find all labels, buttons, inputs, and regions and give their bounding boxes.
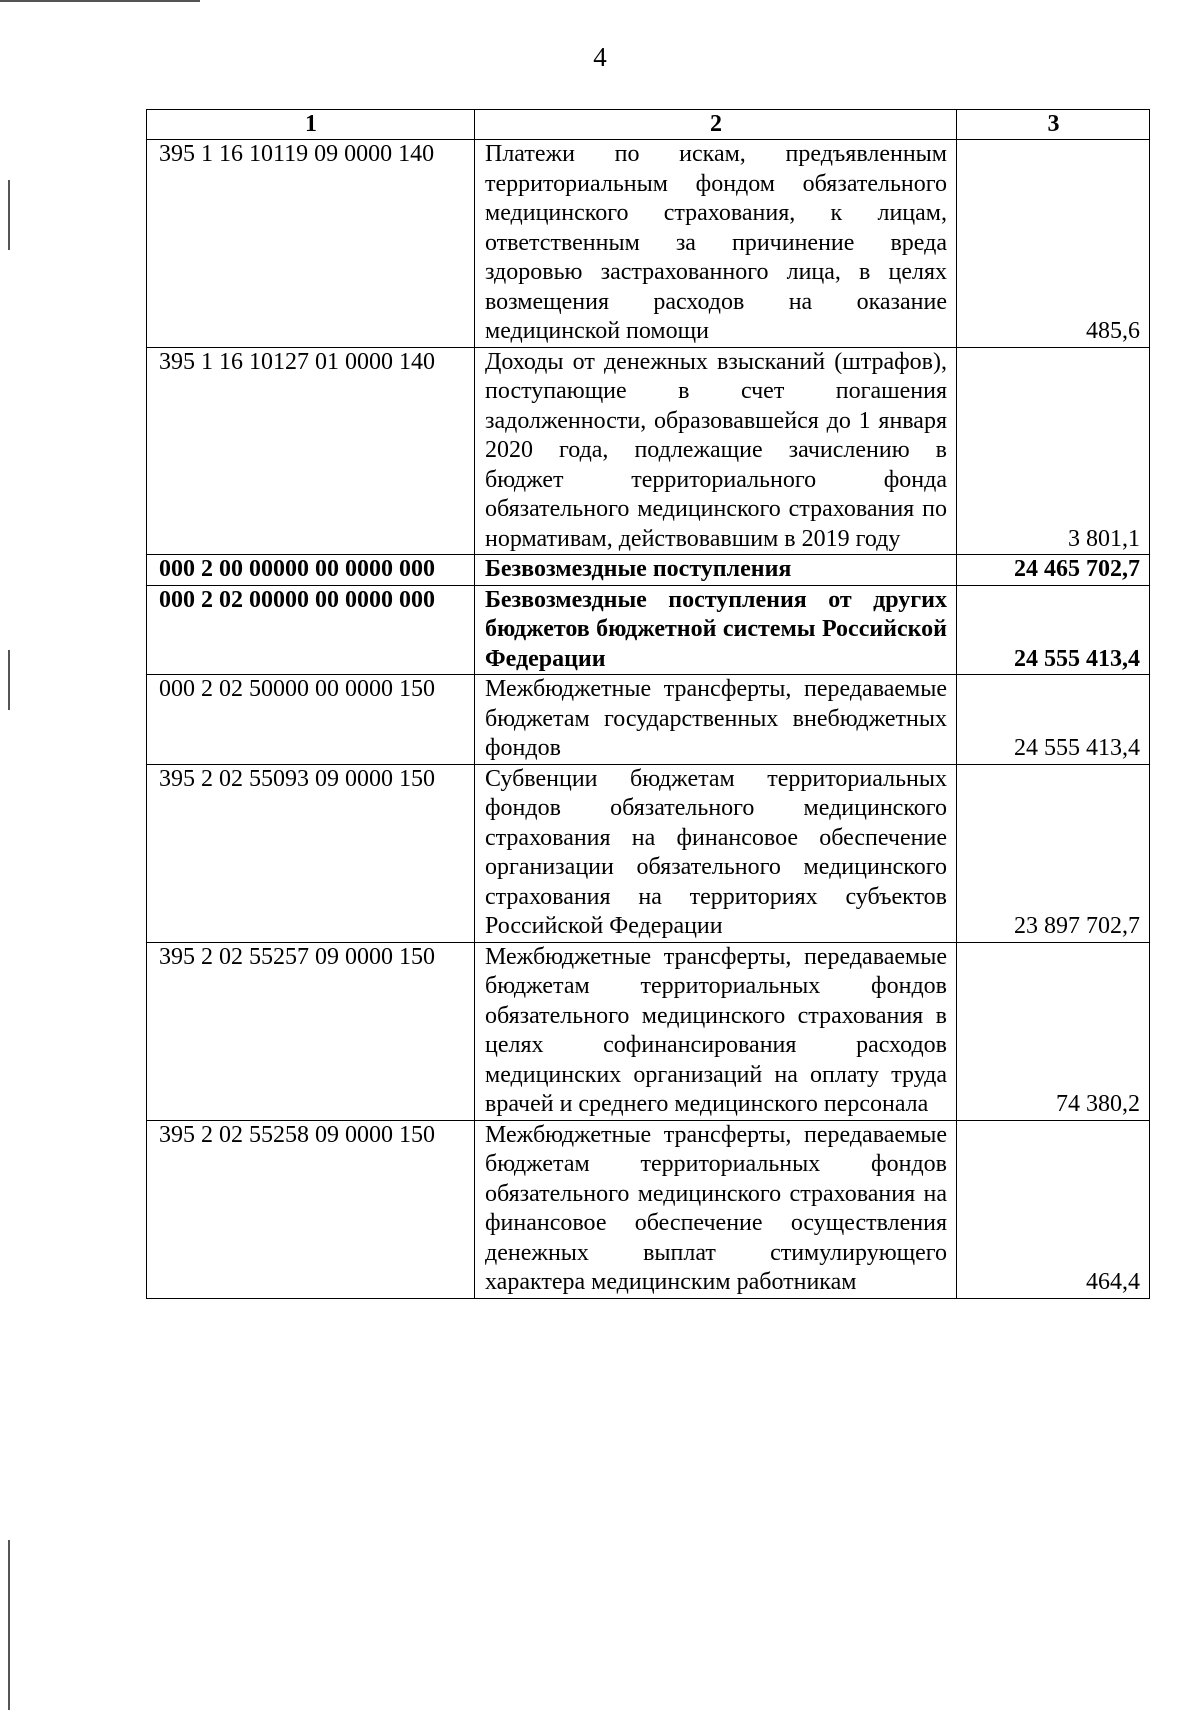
amount-cell: 24 465 702,7	[957, 555, 1150, 586]
table-row	[147, 140, 1150, 348]
amount-cell: 24 555 413,4	[957, 585, 1150, 675]
amount-cell: 74 380,2	[957, 942, 1150, 1120]
table-row	[147, 347, 1150, 555]
column-header-1: 1	[147, 110, 475, 140]
column-header-2: 2	[475, 110, 957, 140]
scan-edge-left	[8, 1540, 10, 1710]
table-row	[147, 764, 1150, 942]
budget-code-cell: 000 2 00 00000 00 0000 000	[147, 555, 475, 586]
table-row-subtotal	[147, 555, 1150, 586]
amount-cell: 23 897 702,7	[957, 764, 1150, 942]
budget-code-cell: 000 2 02 00000 00 0000 000	[147, 585, 475, 675]
amount-cell: 24 555 413,4	[957, 675, 1150, 765]
page-number: 4	[593, 42, 607, 72]
budget-code-cell: 395 2 02 55258 09 0000 150	[147, 1120, 475, 1298]
revenue-name-cell: Межбюджетные трансферты, передаваемые бюджетам территориальных фондов обязательного медицинского страхования на финансовое обеспечение осуществления денежных выплат стимулирующего характера медицинским работникам	[475, 1120, 957, 1298]
revenue-name-cell: Безвозмездные поступления от других бюджетов бюджетной системы Российской Федерации	[475, 585, 957, 675]
budget-code-cell: 395 1 16 10119 09 0000 140	[147, 140, 475, 348]
scan-edge-left	[8, 180, 10, 250]
revenue-name-cell: Безвозмездные поступления	[475, 555, 957, 586]
column-header-3: 3	[957, 110, 1150, 140]
table-row	[147, 675, 1150, 765]
amount-cell: 485,6	[957, 140, 1150, 348]
revenue-name-cell: Субвенции бюджетам территориальных фондов обязательного медицинского страхования на финансовое обеспечение организации обязательного медицинского страхования на территориях субъектов Российской Федерации	[475, 764, 957, 942]
scan-edge-top	[0, 0, 200, 2]
revenue-name-cell: Межбюджетные трансферты, передаваемые бюджетам государственных внебюджетных фондов	[475, 675, 957, 765]
table-row	[147, 1120, 1150, 1298]
budget-code-cell: 395 2 02 55257 09 0000 150	[147, 942, 475, 1120]
table-row	[147, 942, 1150, 1120]
scan-edge-left	[8, 650, 10, 710]
budget-code-cell: 395 1 16 10127 01 0000 140	[147, 347, 475, 555]
table-row-subtotal	[147, 585, 1150, 675]
table-header-row	[147, 110, 1150, 140]
revenue-name-cell: Доходы от денежных взысканий (штрафов), поступающие в счет погашения задолженности, образовавшейся до 1 января 2020 года, подлежащие зачислению в бюджет территориального фонда обязательного медицинского страхования по нормативам, действовавшим в 2019 году	[475, 347, 957, 555]
revenue-name-cell: Межбюджетные трансферты, передаваемые бюджетам территориальных фондов обязательного медицинского страхования в целях софинансирования расходов медицинских организаций на оплату труда врачей и среднего медицинского персонала	[475, 942, 957, 1120]
amount-cell: 464,4	[957, 1120, 1150, 1298]
amount-cell: 3 801,1	[957, 347, 1150, 555]
budget-code-cell: 395 2 02 55093 09 0000 150	[147, 764, 475, 942]
revenue-name-cell: Платежи по искам, предъявленным территориальным фондом обязательного медицинского страхования, к лицам, ответственным за причинение вреда здоровью застрахованного лица, в целях возмещения расходов на оказание медицинской помощи	[475, 140, 957, 348]
budget-code-cell: 000 2 02 50000 00 0000 150	[147, 675, 475, 765]
revenue-table	[146, 109, 1150, 1299]
